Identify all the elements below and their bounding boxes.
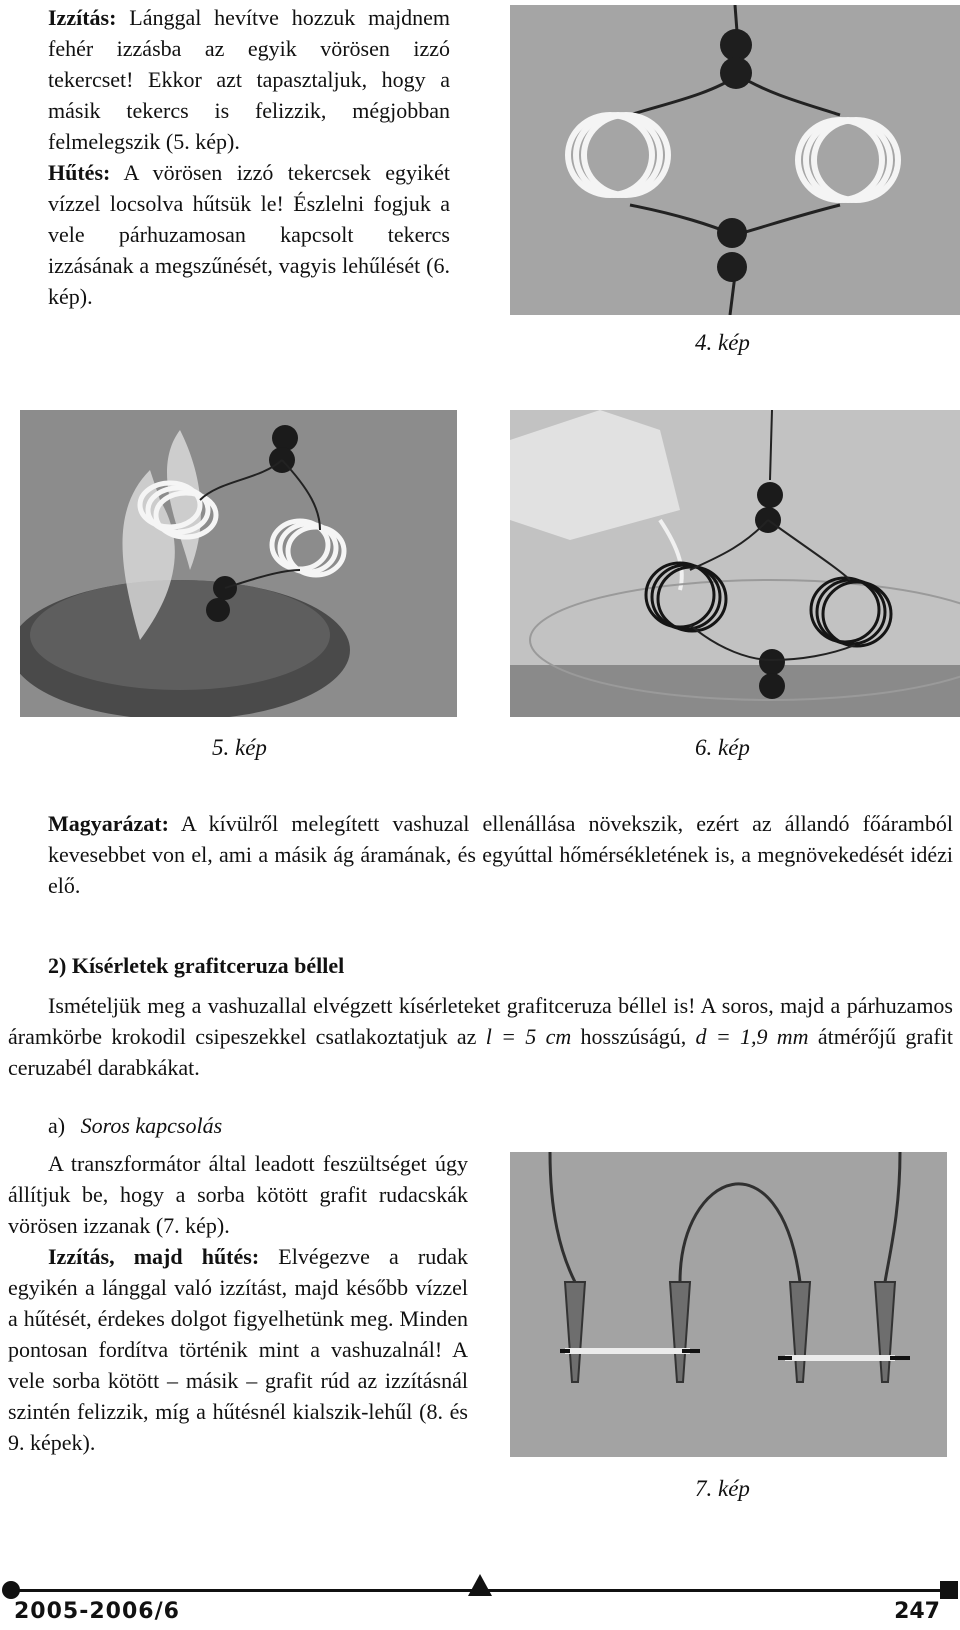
intro-text-cooling: A vörösen izzó tekercsek egyikét vízzel locsolva hűtsük le! Észlelni fogjuk a vele párhuzamosan kapcsolt tekercs izzásának a megszűnését, vagyis lehűlését (6. kép).: [48, 160, 450, 309]
caption-photo-5: 5. kép: [212, 735, 267, 760]
photo-6-illustration: [510, 410, 960, 717]
photo-4-illustration: [510, 5, 960, 315]
photo-6: [510, 410, 960, 717]
footer-left-dot: [2, 1581, 20, 1599]
intro-label-cooling: Hűtés:: [48, 160, 111, 185]
footer-right-square: [940, 1581, 958, 1599]
subsection-label: a): [48, 1113, 66, 1138]
intro-paragraph-cooling: [48, 157, 450, 312]
footer-center-triangle: [468, 1574, 492, 1596]
subsection-label-heat-cool: Izzítás, majd hűtés:: [48, 1244, 260, 1269]
photo-5-illustration: [20, 410, 457, 717]
photo-7: [510, 1152, 947, 1457]
footer-page-number: 247: [894, 1599, 940, 1624]
photo-7-illustration: [510, 1152, 947, 1457]
explanation-paragraph: [48, 808, 953, 901]
diameter-formula: d = 1,9 mm: [695, 1024, 809, 1049]
photo-4: [510, 5, 960, 315]
section-text-b: hosszúságú,: [571, 1024, 696, 1049]
intro-label-heating: Izzítás:: [48, 5, 117, 30]
subsection-text-heat-cool: Elvégezve a rudak egyikén a lánggal való izzítást, majd később vízzel a hűtését, érdekes dolgot figyelhetünk meg. Minden pontosan fordítva történik mint a vashuzalnál! A vele sorba kötött – másik – grafit rúd az izzításnál szintén felizzik, míg a hűtésnél kialszik-lehűl (8. és 9. képek).: [8, 1244, 468, 1455]
subsection-paragraph-2: [8, 1241, 468, 1458]
section-heading: 2) Kísérletek grafitceruza béllel: [48, 953, 345, 978]
intro-text-heating: Lánggal hevítve hozzuk majdnem fehér izzásba az egyik vörösen izzó tekercset! Ekkor azt tapasztaljuk, hogy a másik tekercs is felizzik, mégjobban felmelegszik (5. kép).: [48, 5, 450, 154]
length-formula: l = 5 cm: [485, 1024, 572, 1049]
explanation-text: A kívülről melegített vashuzal ellenállása növekszik, ezért az állandó főáramból kevesebbet von el, ami a másik ág áramának, és egyúttal hőmérsékletének is, a megnövekedését idézi elő.: [48, 811, 953, 898]
caption-photo-6: 6. kép: [695, 735, 750, 760]
photo-5: [20, 410, 457, 717]
section-text-a: Ismételjük meg a vashuzallal elvégzett kísérleteket grafitceruza béllel is! A soros, majd a párhuzamos áramkörbe krokodil csipeszekkel csatlakoztatjuk az: [8, 993, 953, 1049]
explanation-label: Magyarázat:: [48, 811, 169, 836]
footer-issue: 2005-2006/6: [14, 1599, 180, 1624]
caption-photo-7: 7. kép: [695, 1476, 750, 1501]
section-text-c: átmérőjű grafit ceruzabél darabkákat.: [8, 1024, 953, 1080]
intro-paragraph-heating: [48, 2, 450, 157]
subsection-paragraph-1: A transzformátor által leadott feszültséget úgy állítjuk be, hogy a sorba kötött grafit rudacskák vörösen izzanak (7. kép).: [8, 1151, 468, 1238]
section-paragraph: [8, 990, 953, 1083]
subsection-title-text: Soros kapcsolás: [80, 1113, 223, 1138]
caption-photo-4: 4. kép: [695, 330, 750, 355]
subsection-title: [48, 1113, 222, 1139]
